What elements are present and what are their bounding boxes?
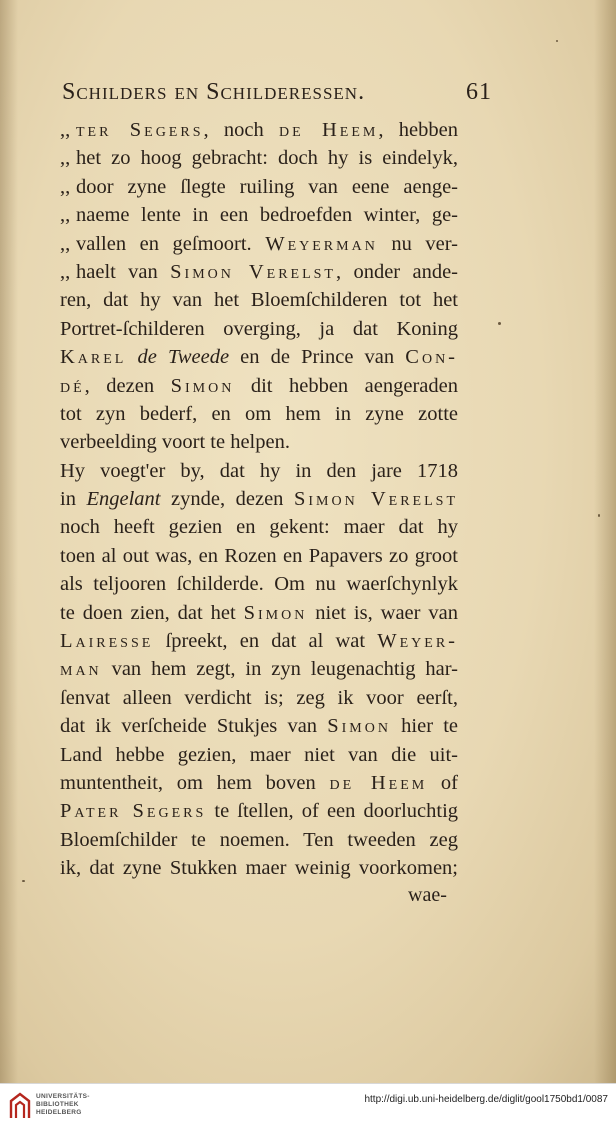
text-segment: noch heeft gezien en gekent: maer dat hy	[60, 516, 458, 539]
library-line: BIBLIOTHEK	[36, 1101, 79, 1108]
text-line	[60, 116, 458, 144]
text-line	[60, 854, 458, 882]
text-segment: toen al out was, en Rozen en Papavers zo groot	[60, 544, 458, 567]
text-line	[60, 712, 458, 740]
text-segment: Portret-ſchilderen overging, ja dat Koning	[60, 317, 458, 340]
text-segment: Bloemſchilder te noemen. Ten tweeden zeg	[60, 828, 458, 851]
text-line	[60, 627, 458, 655]
paper-speck	[498, 322, 501, 325]
text-line	[60, 542, 458, 570]
small-caps-name: man	[60, 658, 102, 681]
text-line	[60, 655, 458, 683]
quote-mark: ,,	[60, 232, 71, 255]
text-line	[60, 201, 458, 229]
paper-speck	[598, 514, 600, 517]
text-segment: tot zyn bederf, en om hem in zyne zotte	[60, 402, 458, 425]
small-caps-name: Weyer-	[377, 630, 458, 653]
text-line	[60, 570, 458, 598]
text-line	[60, 826, 458, 854]
small-caps-name: Con-	[405, 346, 459, 369]
small-caps-name: Simon Verelst	[170, 260, 336, 283]
text-segment: en de Prince van	[229, 346, 406, 369]
small-caps-name: de Heem	[279, 119, 379, 141]
text-segment: ik, dat zyne Stukken maer weinig voorkomen;	[60, 857, 458, 880]
small-caps-name: ter Segers	[76, 119, 204, 141]
italic-term: Engelant	[86, 488, 161, 511]
quote-mark: ,,	[60, 175, 71, 198]
text-line	[60, 599, 458, 627]
text-line	[60, 797, 458, 825]
text-segment: Hy voegt'er by, dat hy in den jare 1718	[60, 459, 458, 482]
text-segment: hier te	[390, 715, 458, 738]
text-segment	[126, 346, 137, 368]
source-url[interactable]: http://digi.ub.uni-heidelberg.de/diglit/gool1750bd1/0087	[364, 1094, 608, 1105]
text-segment: niet is, waer van	[307, 601, 458, 624]
small-caps-name: Simon Verelst	[293, 488, 458, 511]
text-line	[60, 741, 458, 769]
text-segment: ſpreekt, en dat al wat	[153, 630, 378, 653]
text-segment: , dezen	[84, 374, 171, 397]
text-line	[60, 144, 458, 172]
small-caps-name: dé	[60, 374, 85, 397]
text-segment: haelt van	[76, 260, 171, 283]
text-line	[60, 769, 458, 797]
text-line	[60, 372, 458, 400]
text-line	[60, 485, 458, 513]
text-segment: , hebben	[378, 119, 458, 141]
paper-speck	[22, 880, 25, 882]
text-segment: muntentheit, om hem boven	[60, 771, 330, 794]
text-segment: zynde, dezen	[160, 488, 294, 511]
text-segment: ſenvat alleen verdicht is; zeg ik voor eerſt,	[60, 686, 458, 709]
page-number: 61	[466, 79, 492, 105]
text-segment: het zo hoog gebracht: doch hy is eindelyk,	[76, 147, 458, 170]
text-segment: door zyne ſlegte ruiling van eene aenge-	[76, 175, 458, 198]
text-segment: , onder ande-	[335, 260, 458, 283]
small-caps-name: Karel	[60, 346, 127, 369]
text-line	[60, 513, 458, 541]
quote-mark: ,,	[60, 147, 71, 170]
text-segment: dit hebben aengeraden	[234, 374, 458, 397]
text-line	[60, 315, 458, 343]
text-line	[60, 343, 458, 371]
text-segment: dat ik verſcheide Stukjes van	[60, 715, 328, 738]
library-name	[36, 1093, 90, 1117]
text-line	[60, 684, 458, 712]
small-caps-name: Pater Segers	[60, 800, 207, 823]
small-caps-name: Simon	[170, 374, 235, 397]
text-segment: van hem zegt, in zyn leugenachtig har-	[101, 658, 458, 681]
text-line	[60, 428, 458, 456]
library-line: HEIDELBERG	[36, 1109, 82, 1116]
small-caps-name: de Heem	[329, 771, 428, 794]
text-segment: in	[60, 488, 87, 511]
paper-speck	[556, 40, 558, 42]
quote-mark: ,,	[60, 119, 71, 141]
text-segment: ren, dat hy van het Bloemſchilderen tot het	[60, 289, 458, 312]
text-line	[60, 173, 458, 201]
text-line	[60, 400, 458, 428]
text-line	[60, 230, 458, 258]
text-segment: Land hebbe gezien, maer niet van die uit-	[60, 743, 458, 766]
quote-mark: ,,	[60, 204, 71, 227]
text-segment: naeme lente in een bedroefden winter, ge-	[76, 204, 458, 227]
university-library-logo	[8, 1092, 32, 1120]
text-segment: te doen zien, dat het	[60, 601, 244, 624]
text-segment: , noch	[203, 119, 280, 141]
text-segment: verbeelding voort te helpen.	[60, 431, 290, 454]
library-line: UNIVERSITÄTS-	[36, 1093, 90, 1100]
text-segment: vallen en geſmoort.	[76, 232, 266, 255]
small-caps-name: Simon	[327, 715, 391, 738]
text-segment: of	[427, 771, 459, 794]
running-head-title: Schilders en Schilderessen.	[62, 79, 366, 105]
footer-bar	[0, 1083, 616, 1129]
small-caps-name: Weyerman	[265, 232, 378, 255]
text-segment: als teljooren ſchilderde. Om nu waerſchynlyk	[60, 573, 458, 596]
text-line	[60, 457, 458, 485]
running-head	[62, 79, 492, 106]
small-caps-name: Lairesse	[60, 630, 154, 653]
italic-term: de Tweede	[137, 346, 230, 369]
text-segment: nu ver-	[377, 232, 459, 255]
quote-mark: ,,	[60, 260, 71, 283]
small-caps-name: Simon	[243, 601, 308, 624]
text-segment: te ſtellen, of een doorluchtig	[206, 800, 459, 823]
body-text	[60, 116, 458, 883]
catchword: wae-	[408, 884, 447, 906]
text-line	[60, 258, 458, 286]
text-line	[60, 286, 458, 314]
